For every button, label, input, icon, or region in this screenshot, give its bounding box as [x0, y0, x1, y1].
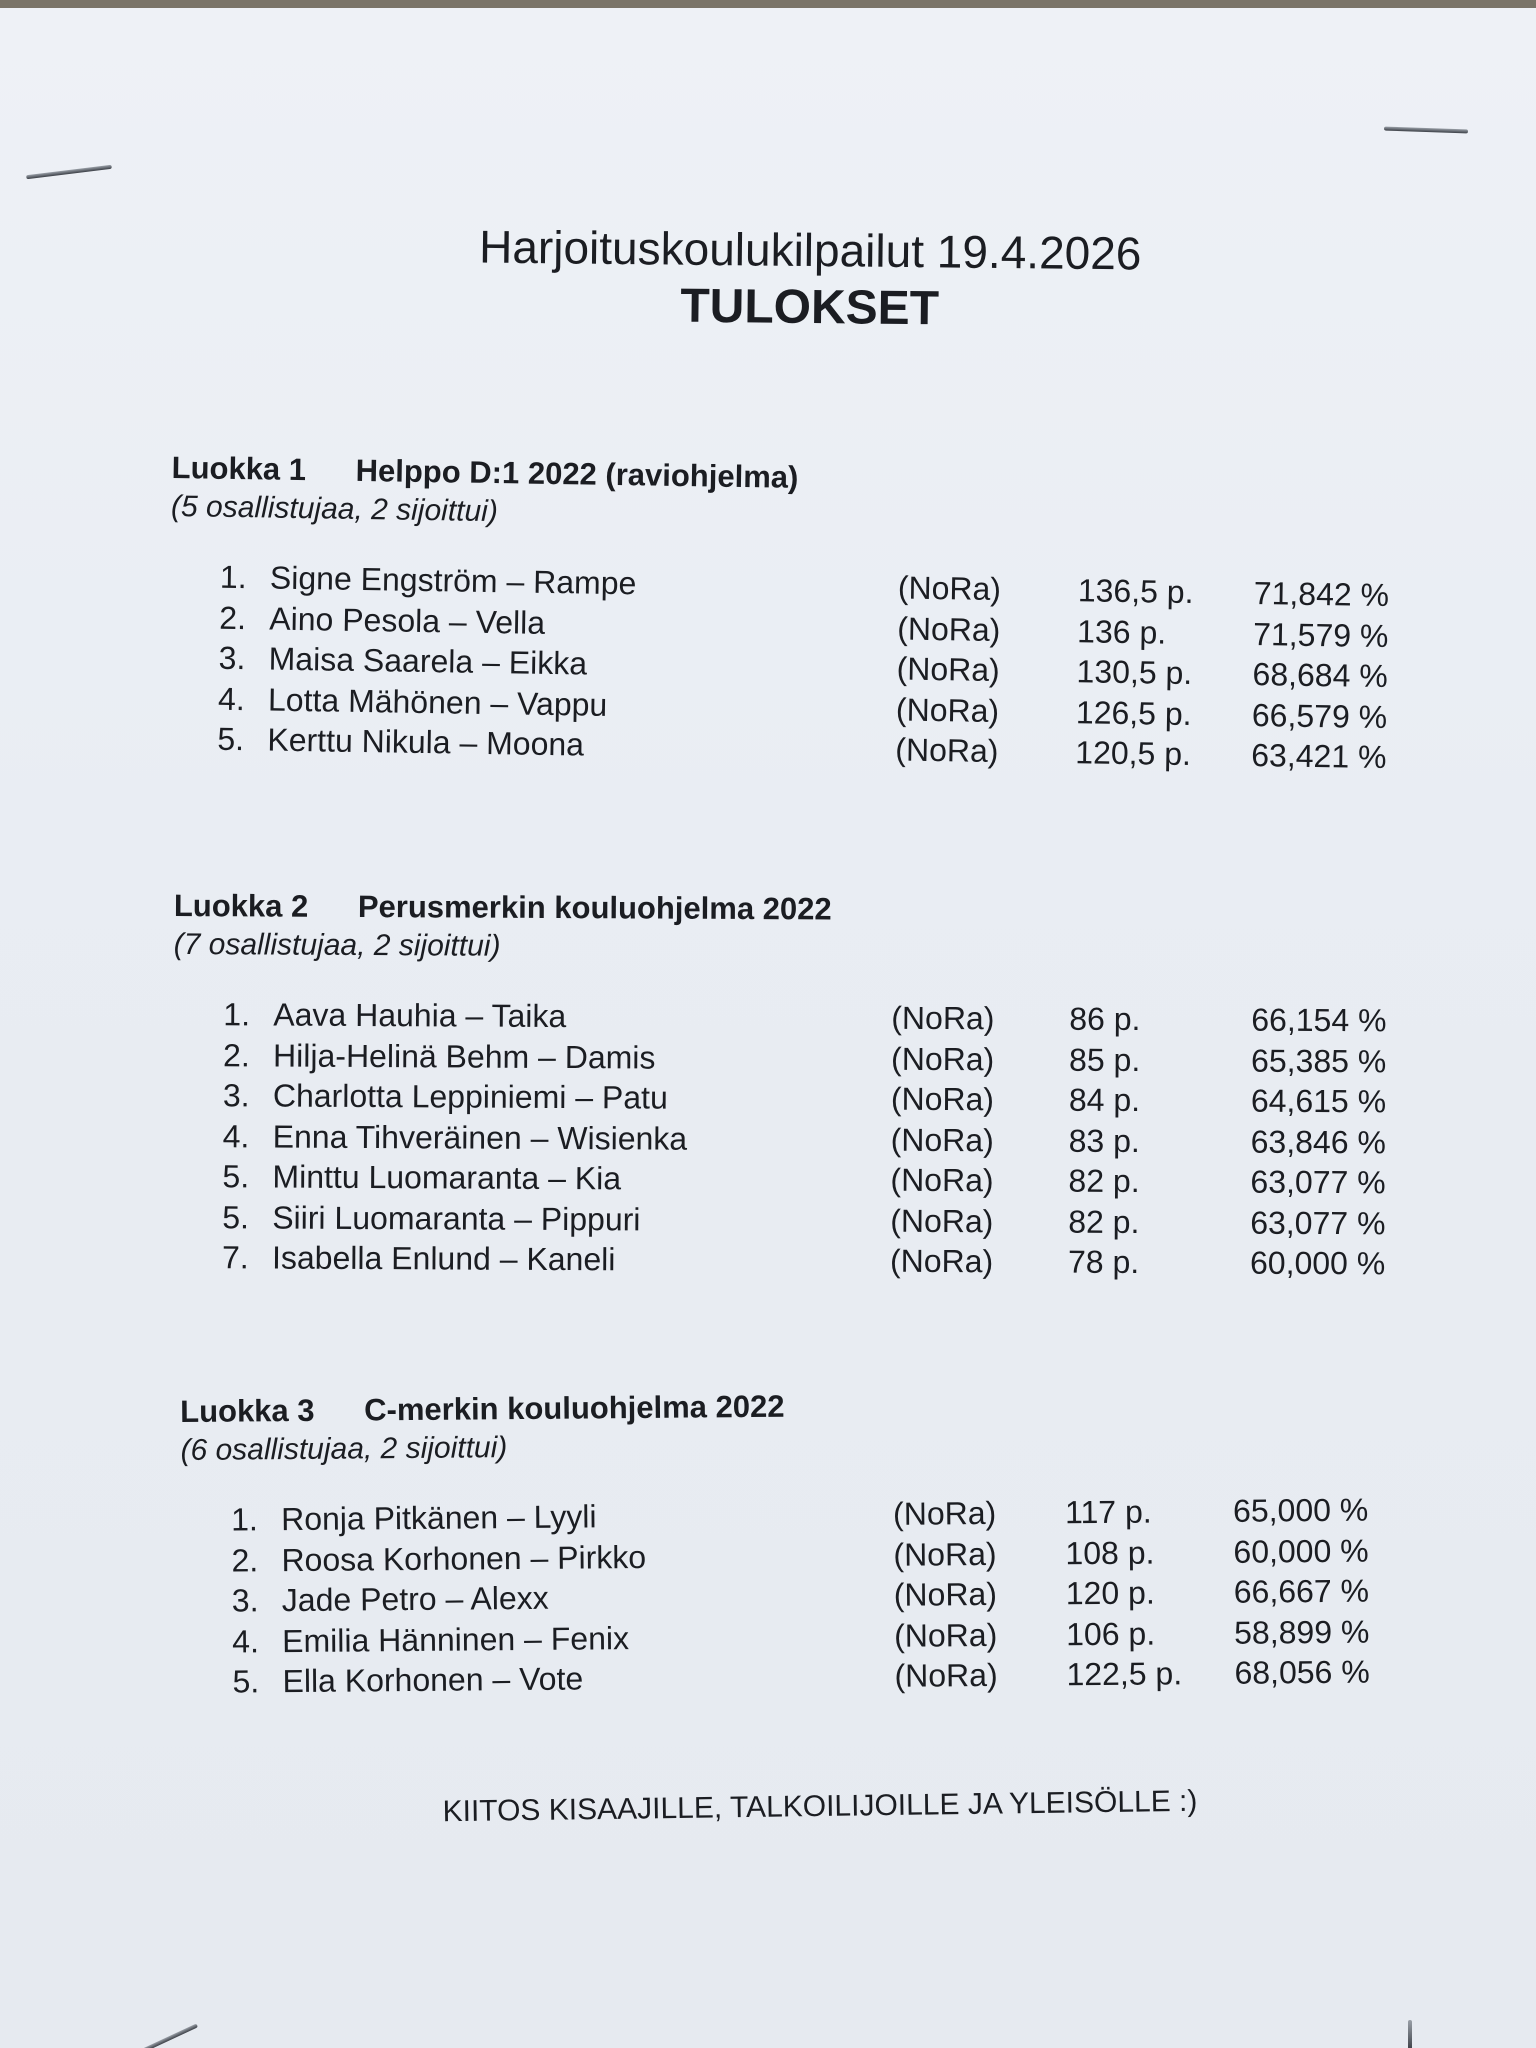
- result-percentage: 63,421 %: [1251, 736, 1387, 776]
- document-title: Harjoituskoulukilpailut 19.4.2026: [478, 220, 1142, 280]
- result-position: 5.: [217, 720, 245, 758]
- result-position: 1.: [223, 996, 251, 1033]
- result-points: 130,5 p.: [1076, 653, 1193, 692]
- result-percentage: 71,579 %: [1252, 615, 1389, 654]
- result-points: 136 p.: [1076, 612, 1167, 651]
- result-row: [173, 1075, 1433, 1122]
- result-row: [173, 994, 1433, 1041]
- result-points: 78 p.: [1067, 1243, 1140, 1281]
- class-program: C-merkin kouluohjelma 2022: [364, 1388, 785, 1428]
- rider-horse-name: Charlotta Leppiniemi – Patu: [272, 1077, 668, 1116]
- class-section-2: [172, 886, 1434, 1284]
- result-points: 108 p.: [1065, 1534, 1155, 1571]
- result-position: 2.: [223, 1036, 250, 1073]
- class-program: Perusmerkin kouluohjelma 2022: [357, 888, 832, 927]
- result-row: [172, 1156, 1432, 1203]
- club-name: (NoRa): [896, 650, 1001, 689]
- result-points: 117 p.: [1064, 1493, 1152, 1531]
- club-name: (NoRa): [895, 690, 1000, 729]
- result-position: 3.: [218, 639, 246, 677]
- rider-horse-name: Ella Korhonen – Vote: [282, 1660, 584, 1700]
- club-name: (NoRa): [895, 731, 999, 770]
- results-list: [167, 556, 1430, 778]
- rider-horse-name: Siiri Luomaranta – Pippuri: [272, 1199, 641, 1237]
- club-name: (NoRa): [891, 999, 995, 1037]
- result-position: 3.: [222, 1077, 250, 1114]
- document-subtitle: TULOKSET: [680, 279, 940, 336]
- result-points: 122,5 p.: [1066, 1655, 1183, 1693]
- result-points: 86 p.: [1069, 1000, 1141, 1038]
- results-list: [172, 994, 1433, 1284]
- class-number: Luokka 2: [173, 888, 309, 924]
- result-row: [172, 1237, 1432, 1284]
- club-name: (NoRa): [890, 1202, 994, 1239]
- result-percentage: 65,000 %: [1232, 1491, 1369, 1529]
- rider-horse-name: Hilja-Helinä Behm – Damis: [273, 1037, 656, 1076]
- staple: [26, 165, 112, 179]
- result-position: 5.: [232, 1663, 260, 1700]
- result-position: 7.: [221, 1239, 249, 1276]
- result-percentage: 66,667 %: [1233, 1572, 1370, 1610]
- result-percentage: 60,000 %: [1233, 1532, 1369, 1570]
- class-heading: [174, 886, 1434, 933]
- result-position: 2.: [231, 1541, 259, 1579]
- rider-horse-name: Kerttu Nikula – Moona: [267, 721, 585, 763]
- rider-horse-name: Isabella Enlund – Kaneli: [271, 1239, 616, 1278]
- document-title-block: [439, 218, 1180, 340]
- staple: [1384, 127, 1468, 134]
- result-position: 4.: [217, 680, 246, 717]
- result-points: 84 p.: [1068, 1081, 1141, 1119]
- result-points: 120 p.: [1065, 1574, 1155, 1612]
- result-points: 120,5 p.: [1075, 734, 1192, 773]
- rider-horse-name: Emilia Hänninen – Fenix: [282, 1619, 630, 1659]
- result-percentage: 68,684 %: [1252, 656, 1389, 695]
- rider-horse-name: Signe Engström – Rampe: [269, 559, 637, 602]
- result-points: 136,5 p.: [1077, 572, 1194, 611]
- club-name: (NoRa): [889, 1242, 994, 1280]
- results-list: [181, 1489, 1443, 1702]
- club-name: (NoRa): [894, 1656, 998, 1694]
- result-points: 82 p.: [1068, 1162, 1140, 1200]
- class-section-3: [180, 1381, 1443, 1702]
- result-position: 5.: [222, 1198, 250, 1235]
- club-name: (NoRa): [893, 1575, 998, 1613]
- class-number: Luokka 1: [171, 449, 307, 488]
- rider-horse-name: Aino Pesola – Vella: [269, 600, 546, 641]
- rider-horse-name: Enna Tihveräinen – Wisienka: [272, 1118, 688, 1157]
- result-percentage: 66,154 %: [1251, 1001, 1387, 1039]
- rider-horse-name: Jade Petro – Alexx: [281, 1579, 549, 1619]
- result-points: 85 p.: [1069, 1041, 1141, 1078]
- club-name: (NoRa): [893, 1616, 998, 1654]
- class-participants: (7 osallistujaa, 2 sijoittui): [173, 927, 501, 963]
- result-position: 2.: [219, 599, 247, 636]
- class-participants: (5 osallistujaa, 2 sijoittui): [170, 489, 499, 529]
- class-number: Luokka 3: [180, 1392, 315, 1429]
- rider-horse-name: Maisa Saarela – Eikka: [268, 640, 588, 682]
- club-name: (NoRa): [896, 609, 1001, 648]
- result-percentage: 58,899 %: [1233, 1613, 1370, 1651]
- result-position: 4.: [232, 1622, 260, 1660]
- result-row: [172, 1196, 1432, 1243]
- rider-horse-name: Ronja Pitkänen – Lyyli: [280, 1498, 597, 1538]
- result-row: [173, 1034, 1433, 1081]
- staple: [1408, 2020, 1412, 2048]
- result-percentage: 68,056 %: [1234, 1653, 1370, 1691]
- result-percentage: 63,846 %: [1250, 1123, 1386, 1160]
- result-points: 106 p.: [1065, 1615, 1156, 1652]
- result-percentage: 65,385 %: [1251, 1042, 1387, 1079]
- result-position: 5.: [222, 1158, 250, 1195]
- club-name: (NoRa): [890, 1080, 995, 1118]
- rider-horse-name: Lotta Mähönen – Vappu: [267, 681, 608, 723]
- result-points: 82 p.: [1068, 1203, 1140, 1240]
- result-percentage: 63,077 %: [1250, 1163, 1386, 1201]
- result-percentage: 71,842 %: [1253, 575, 1390, 614]
- result-points: 126,5 p.: [1075, 693, 1192, 732]
- club-name: (NoRa): [891, 1040, 995, 1077]
- result-position: 4.: [222, 1117, 250, 1154]
- club-name: (NoRa): [897, 569, 1002, 608]
- club-name: (NoRa): [892, 1494, 997, 1532]
- staple: [142, 2024, 198, 2048]
- result-position: 1.: [230, 1501, 258, 1538]
- club-name: (NoRa): [890, 1121, 994, 1158]
- result-percentage: 60,000 %: [1249, 1244, 1386, 1282]
- class-participants: (6 osallistujaa, 2 sijoittui): [180, 1431, 508, 1467]
- rider-horse-name: Roosa Korhonen – Pirkko: [281, 1538, 647, 1578]
- result-position: 1.: [219, 558, 247, 596]
- result-percentage: 66,579 %: [1251, 696, 1388, 735]
- result-row: [173, 1115, 1433, 1162]
- result-percentage: 63,077 %: [1250, 1204, 1386, 1241]
- club-name: (NoRa): [893, 1535, 997, 1573]
- results-sheet: [0, 8, 1536, 2048]
- club-name: (NoRa): [890, 1161, 994, 1199]
- thank-you-note: KIITOS KISAAJILLE, TALKOILIJOILLE JA YLEISÖLLE :): [442, 1784, 1198, 1829]
- rider-horse-name: Minttu Luomaranta – Kia: [272, 1158, 622, 1197]
- rider-horse-name: Aava Hauhia – Taika: [273, 996, 567, 1035]
- result-points: 83 p.: [1068, 1122, 1140, 1159]
- result-percentage: 64,615 %: [1250, 1082, 1387, 1120]
- result-position: 3.: [231, 1582, 259, 1619]
- class-section-1: [167, 448, 1432, 778]
- class-program: Helppo D:1 2022 (raviohjelma): [355, 452, 799, 495]
